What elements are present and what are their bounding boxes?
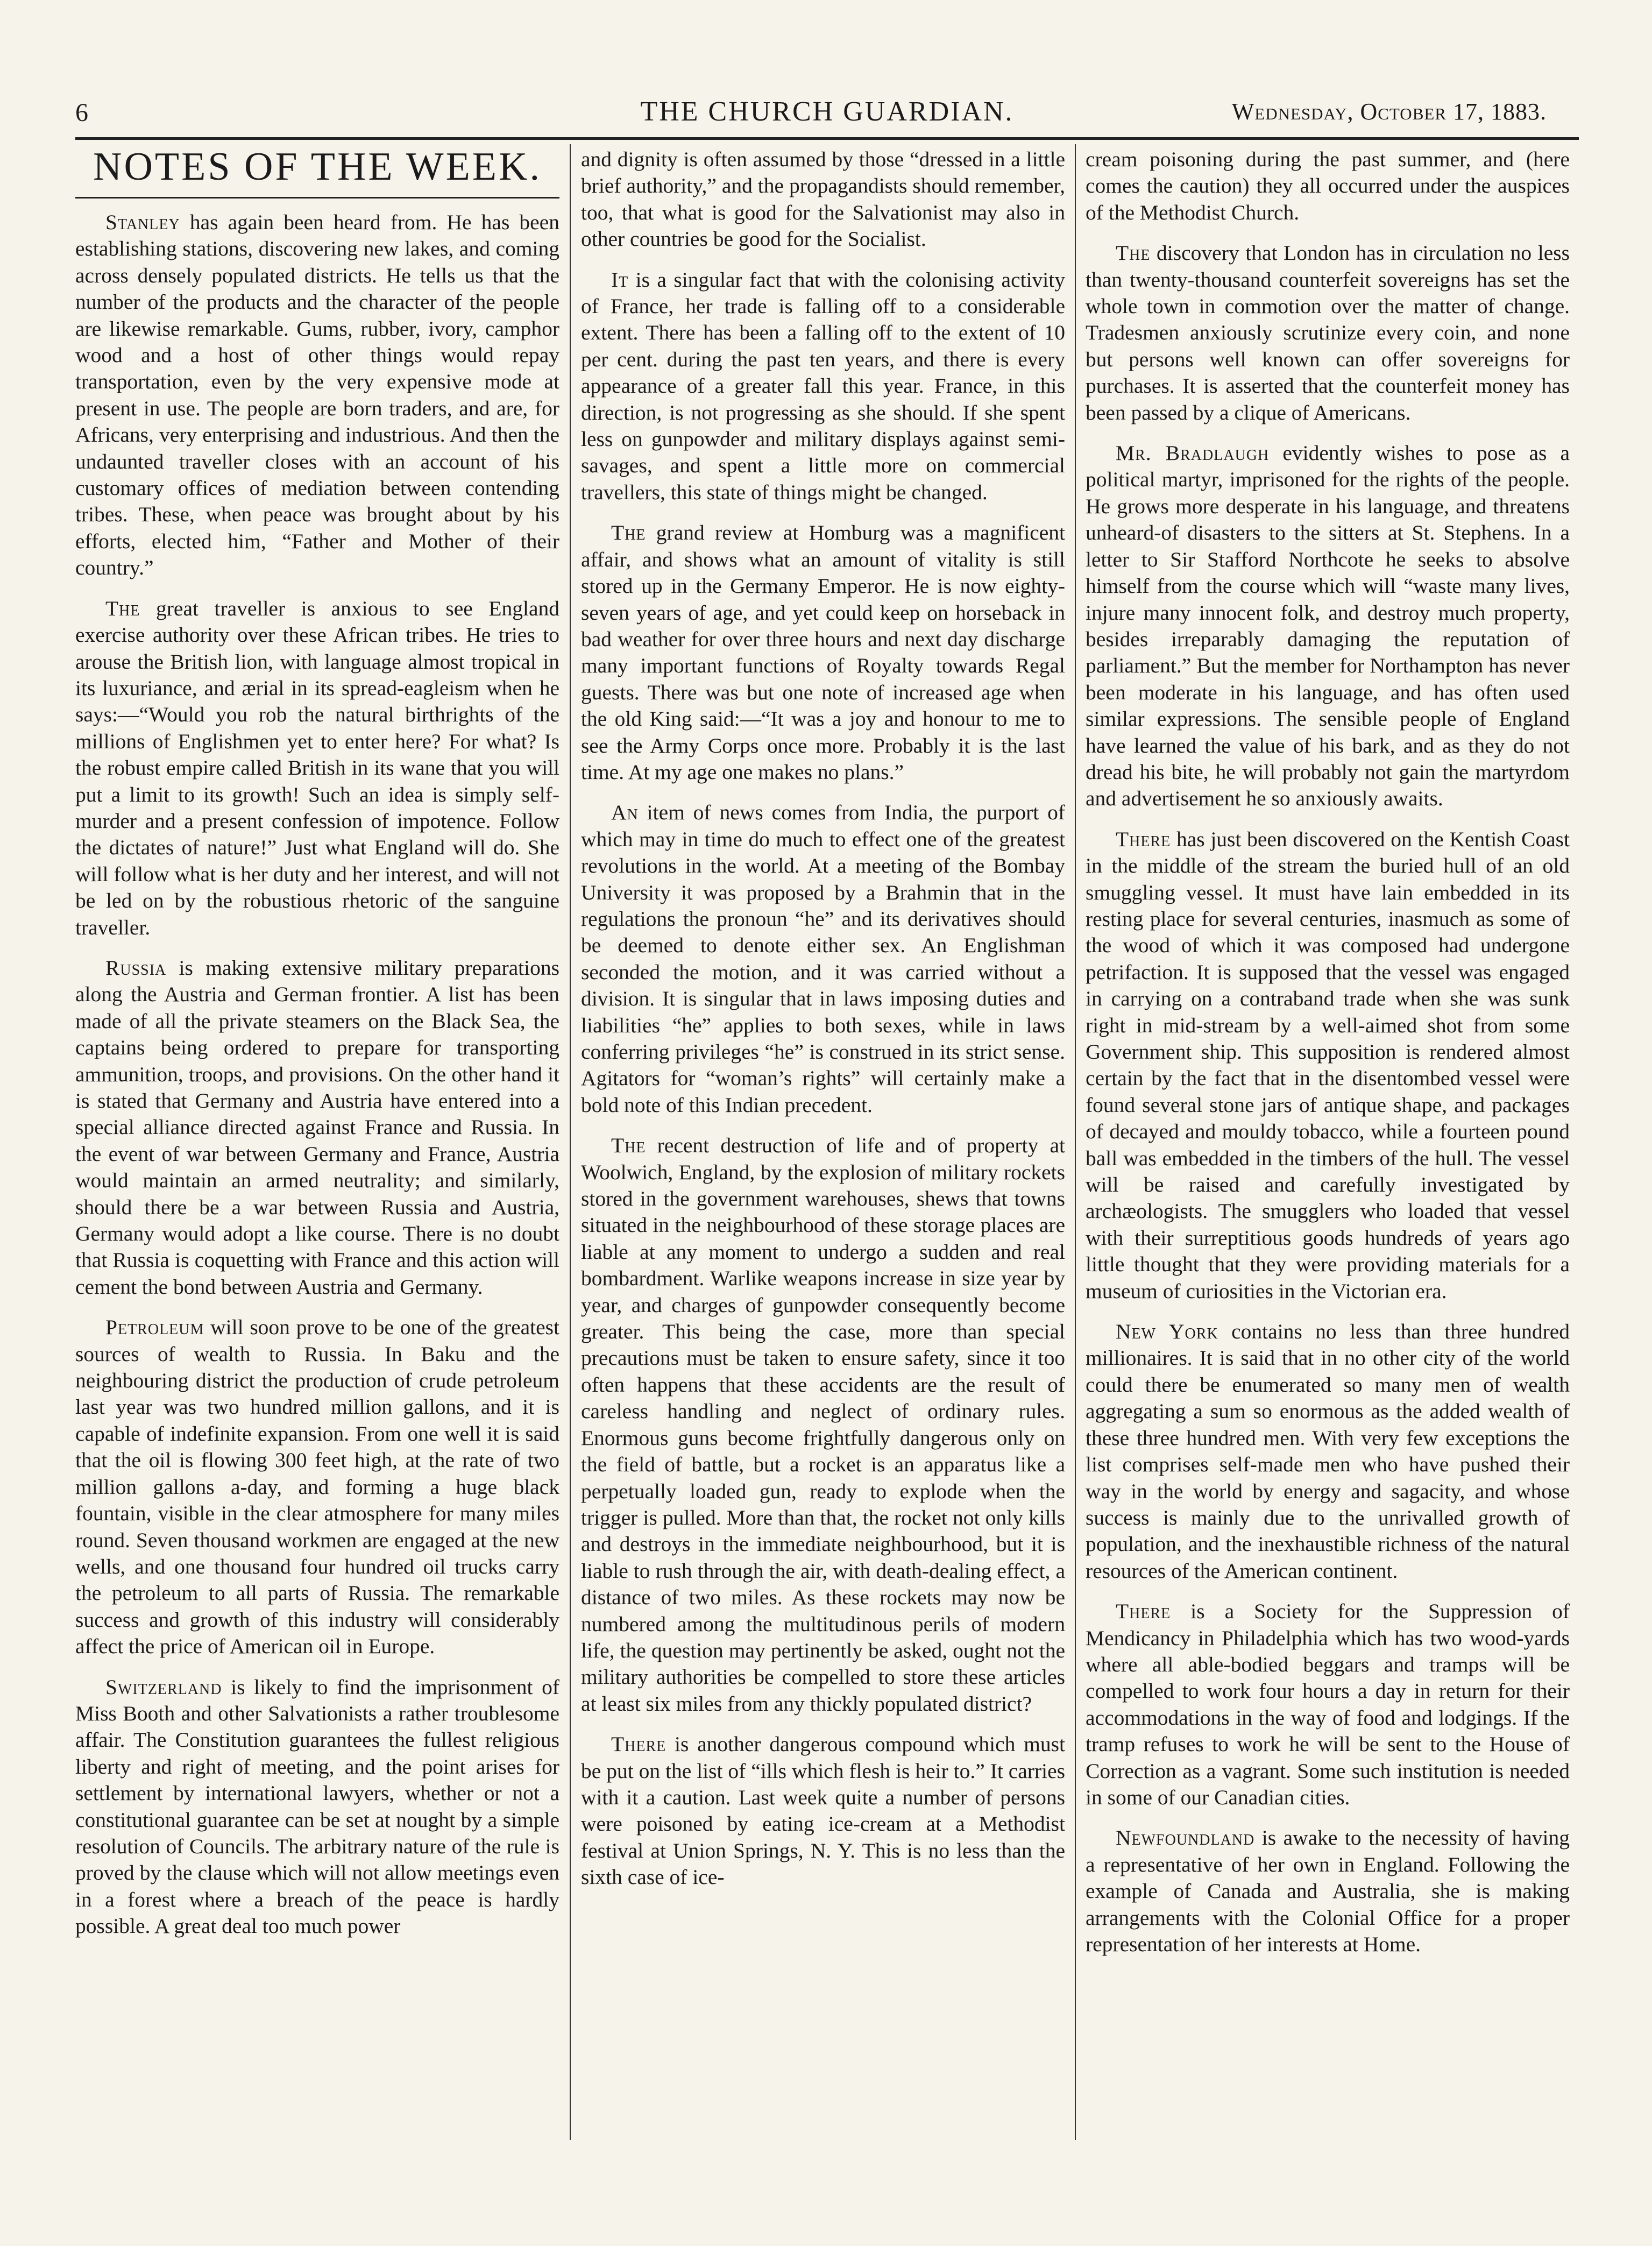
paragraph-lead-word: Mr. Bradlaugh: [1116, 441, 1270, 465]
article-paragraph: [75, 209, 559, 582]
publication-title: THE CHURCH GUARDIAN.: [640, 96, 1014, 127]
paragraph-text: has again been heard from. He has been establishing stations, discovering new lakes, and coming across densely populated districts. He tells us that the number of the products and the character of the people are likewise remarkable. Gums, rubber, ivory, camphor wood and a host of other things would repay transportation, even by the very expensive mode at present in use. The people are born traders, and are, for Africans, very enterprising and industrious. And then the undaunted traveller closes with an account of his customary offices of mediation between contending tribes. These, when peace was brought about by his efforts, elected him, “Father and Mother of their country.”: [75, 210, 559, 580]
article-paragraph: [581, 799, 1065, 1118]
article-paragraph: [581, 1731, 1065, 1890]
paragraph-lead-word: It: [611, 267, 629, 292]
paragraph-text: cream poisoning during the past summer, and (here comes the caution) they all occurred under the auspices of the Methodist Church.: [1086, 147, 1570, 224]
paragraph-text: is likely to find the imprisonment of Miss Booth and other Salvationists a rather troublesome affair. The Constitution guarantees the fullest religious liberty and right of meeting, and the point arises for settlement by international lawyers, whether or not a constitutional guarantee can be set at nought by a simple resolution of Councils. The arbitrary nature of the rule is proved by the clause which will not allow meetings even in a forest where a breach of the peace is hardly possible. A great deal too much power: [75, 1675, 559, 1938]
article-paragraph: [1086, 1598, 1570, 1811]
issue-date: Wednesday, October 17, 1883.: [1231, 98, 1547, 125]
paragraph-text: has just been discovered on the Kentish Coast in the middle of the stream the buried hull of an old smuggling vessel. It must have lain embedded in its resting place for several centuries, inasmuch as some of the wood of which it was composed had undergone petrifaction. It is supposed that the vessel was engaged in carrying on a contraband trade when she was sunk right in mid-stream by a well-aimed shot from some Government ship. This supposition is rendered almost certain by the fact that in the disentombed vessel were found several stone jars of antique shape, and packages of decayed and mouldy tobacco, while a fourteen pound ball was embedded in the timbers of the hull. The vessel will be raised and carefully investigated by archæologists. The smugglers who loaded that vessel with their surreptitious goods hundreds of years ago little thought that they were providing materials for a museum of curiosities in the Victorian era.: [1086, 827, 1570, 1303]
paragraph-text: evidently wishes to pose as a political martyr, imprisoned for the rights of the people. He grows more desperate in his language, and threatens unheard-of disasters to the sitters at St. Stephens. In a letter to Sir Stafford Northcote he seeks to absolve himself from the course which will “waste many lives, injure many innocent folk, and destroy much property, besides irreparably damaging the reputation of parliament.” But the member for Northampton has never been moderate in his language, and has often used similar expressions. The sensible people of England have learned the value of his bark, and as they do not dread his bite, he will probably not gain the martyrdom and advertisement he so anxiously awaits.: [1086, 441, 1570, 811]
article-paragraph: [75, 596, 559, 941]
paragraph-text: is awake to the necessity of having a representative of her own in England. Following the example of Canada and Australia, she is making arrangements with the Colonial Office for a proper representation of her interests at Home.: [1086, 1826, 1570, 1956]
paragraph-text: is making extensive military preparations along the Austria and German frontier. A list has been made of all the private steamers on the Black Sea, the captains being ordered to prepare for transporting ammunition, troops, and provisions. On the other hand it is stated that Germany and Austria have entered into a special alliance directed against France and Russia. In the event of war between Germany and France, Austria would maintain an armed neutrality; and similarly, should there be a war between Russia and Austria, Germany would adopt a like course. There is no doubt that Russia is coquetting with France and this action will cement the bond between Austria and Germany.: [75, 955, 559, 1299]
article-paragraph: [581, 1132, 1065, 1717]
paragraph-text: is another dangerous compound which must be put on the list of “ills which flesh is heir to.” It carries with it a caution. Last week quite a number of persons were poisoned by eating ice-cream at a Methodist festival at Union Springs, N. Y. This is no less than the sixth case of ice-: [581, 1732, 1065, 1889]
paragraph-lead-word: There: [611, 1732, 667, 1756]
paragraph-lead-word: The: [611, 1133, 646, 1158]
paragraph-text: great traveller is anxious to see England exercise authority over these African tribes. He tries to arouse the British lion, with language almost tropical in its luxuriance, and ærial in its spread-eagleism when he says:—“Would you rob the natural birthrights of the millions of Englishmen yet to enter here? For what? Is the robust empire called British in its wane that you will put a limit to its growth! Such an idea is simply self-murder and a present confession of impotence. Follow the dictates of nature!” Just what England will do. She will follow what is her duty and her interest, and will not be led on by the robustious rhetoric of the sanguine traveller.: [75, 596, 559, 939]
paragraph-lead-word: Stanley: [105, 210, 180, 234]
paragraph-text: recent destruction of life and of property at Woolwich, England, by the explosion of military rockets stored in the government warehouses, shews that towns situated in the neighbourhood of these storage places are liable at any moment to undergo a sudden and real bombardment. Warlike weapons increase in size year by year, and charges of gunpowder consequently become greater. This being the case, more than special precautions must be taken to ensure safety, since it too often happens that these accidents are the result of careless handling and neglect of ordinary rules. Enormous guns become frightfully dangerous only on the field of battle, but a rocket is an apparatus like a perpetually loaded gun, ready to explode when the trigger is pulled. More than that, the rocket not only kills and destroys in the immediate neighbourhood, but it is liable to rush through the air, with death-dealing effect, a distance of two miles. As these rockets may now be numbered among the multitudinous perils of modern life, the question may pertinently be asked, ought not the military authorities be compelled to store these articles at least six miles from any thickly populated district?: [581, 1133, 1065, 1716]
article-paragraph: [581, 520, 1065, 785]
paragraph-text: will soon prove to be one of the greatest sources of wealth to Russia. In Baku and the neighbouring district the production of crude petroleum last year was two hundred million gallons, and it is capable of indefinite expansion. From one well it is said that the oil is flowing 300 feet high, at the rate of two million gallons a-day, and forming a huge black fountain, visible in the clear atmosphere for many miles round. Seven thousand workmen are engaged at the new wells, and one thousand four hundred oil trucks carry the petroleum to all parts of Russia. The remarkable success and growth of this industry will considerably affect the price of American oil in Europe.: [75, 1315, 559, 1659]
paragraph-lead-word: New York: [1116, 1320, 1218, 1344]
column-divider: [570, 144, 571, 2140]
paragraph-lead-word: The: [105, 596, 140, 620]
article-paragraph: [581, 267, 1065, 506]
article-paragraph: [581, 146, 1065, 253]
paragraph-text: discovery that London has in circulation no less than twenty-thousand counterfeit sovereigns has set the whole town in commotion over the matter of change. Tradesmen anxiously scrutinize every coin, and none but persons well known can offer sovereigns for purchases. It is asserted that the counterfeit money has been passed by a clique of Americans.: [1086, 241, 1570, 424]
column-1: [75, 146, 559, 2139]
paragraph-lead-word: An: [611, 800, 639, 825]
column-2: [581, 146, 1065, 2139]
paragraph-text: is a singular fact that with the colonising activity of France, her trade is falling off to a considerable extent. There has been a falling off to the extent of 10 per cent. during the past ten years, and there is every appearance of a greater fall this year. France, in this direction, is not progressing as she should. If she spent less on gunpowder and military displays against semi-savages, and spent a little more on commercial travellers, this state of things might be changed.: [581, 267, 1065, 504]
column-divider: [1075, 144, 1076, 2140]
article-paragraph: [1086, 1319, 1570, 1584]
article-paragraph: [1086, 146, 1570, 226]
article-paragraph: [75, 955, 559, 1300]
paragraph-text: item of news comes from India, the purport of which may in time do much to effect one of the greatest revolutions in the world. At a meeting of the Bombay University it was proposed by a Brahmin that in the regulations the pronoun “he” and its derivatives should be deemed to denote either sex. An Englishman seconded the motion, and it was carried without a division. It is singular that in laws imposing duties and liabilities “he” applies to both sexes, while in laws conferring privileges “he” is construed in its strict sense. Agitators for “woman’s rights” will certainly make a bold note of this Indian precedent.: [581, 800, 1065, 1117]
article-paragraph: [1086, 1825, 1570, 1958]
paragraph-lead-word: The: [1116, 241, 1151, 265]
page-number: 6: [75, 98, 88, 127]
article-paragraph: [1086, 826, 1570, 1305]
paragraph-lead-word: There: [1116, 827, 1171, 851]
paragraph-lead-word: Russia: [105, 955, 167, 980]
paragraph-text: contains no less than three hundred millionaires. It is said that in no other city of the world could there be enumerated so many men of wealth aggregating a sum so enormous as the added wealth of these three hundred men. With very few exceptions the list comprises self-made men who have pushed their way in the world by energy and sagacity, and whose success is mainly due to the unrivalled growth of population, and the inexhaustible richness of the natural resources of the American continent.: [1086, 1320, 1570, 1583]
page-header: [75, 86, 1579, 140]
paragraph-lead-word: Switzerland: [105, 1675, 222, 1699]
column-2-body: [581, 146, 1065, 1891]
paragraph-lead-word: The: [611, 521, 646, 545]
paragraph-lead-word: There: [1116, 1599, 1171, 1624]
paragraph-lead-word: Newfoundland: [1116, 1826, 1255, 1850]
article-paragraph: [75, 1314, 559, 1660]
article-paragraph: [75, 1674, 559, 1940]
paragraph-lead-word: Petroleum: [105, 1315, 204, 1340]
paragraph-text: grand review at Homburg was a magnificent affair, and shows what an amount of vitality is still stored up in the Germany Emperor. He is now eighty-seven years of age, and yet could keep on horseback in bad weather for over three hours and next day discharge many important functions of Royalty towards Regal guests. There was but one note of increased age when the old King said:—“It was a joy and honour to me to see the Army Corps once more. Probably it is the last time. At my age one makes no plans.”: [581, 521, 1065, 784]
paragraph-text: is a Society for the Suppression of Mendicancy in Philadelphia which has two wood-yards where all able-bodied beggars and tramps will be compelled to work four hours a day in return for their accommodations in the way of food and lodgings. If the tramp refuses to work he will be sent to the House of Correction as a vagrant. Some such institution is needed in some of our Canadian cities.: [1086, 1599, 1570, 1809]
column-1-body: [75, 209, 559, 1940]
article-paragraph: [1086, 240, 1570, 426]
column-3: [1086, 146, 1570, 2139]
paragraph-text: and dignity is often assumed by those “dressed in a little brief authority,” and the propagandists should remember, too, that what is good for the Salvationist may also in other countries be good for the Socialist.: [581, 147, 1065, 251]
article-paragraph: [1086, 440, 1570, 812]
column-3-body: [1086, 146, 1570, 1958]
section-title: NOTES OF THE WEEK.: [75, 146, 559, 199]
